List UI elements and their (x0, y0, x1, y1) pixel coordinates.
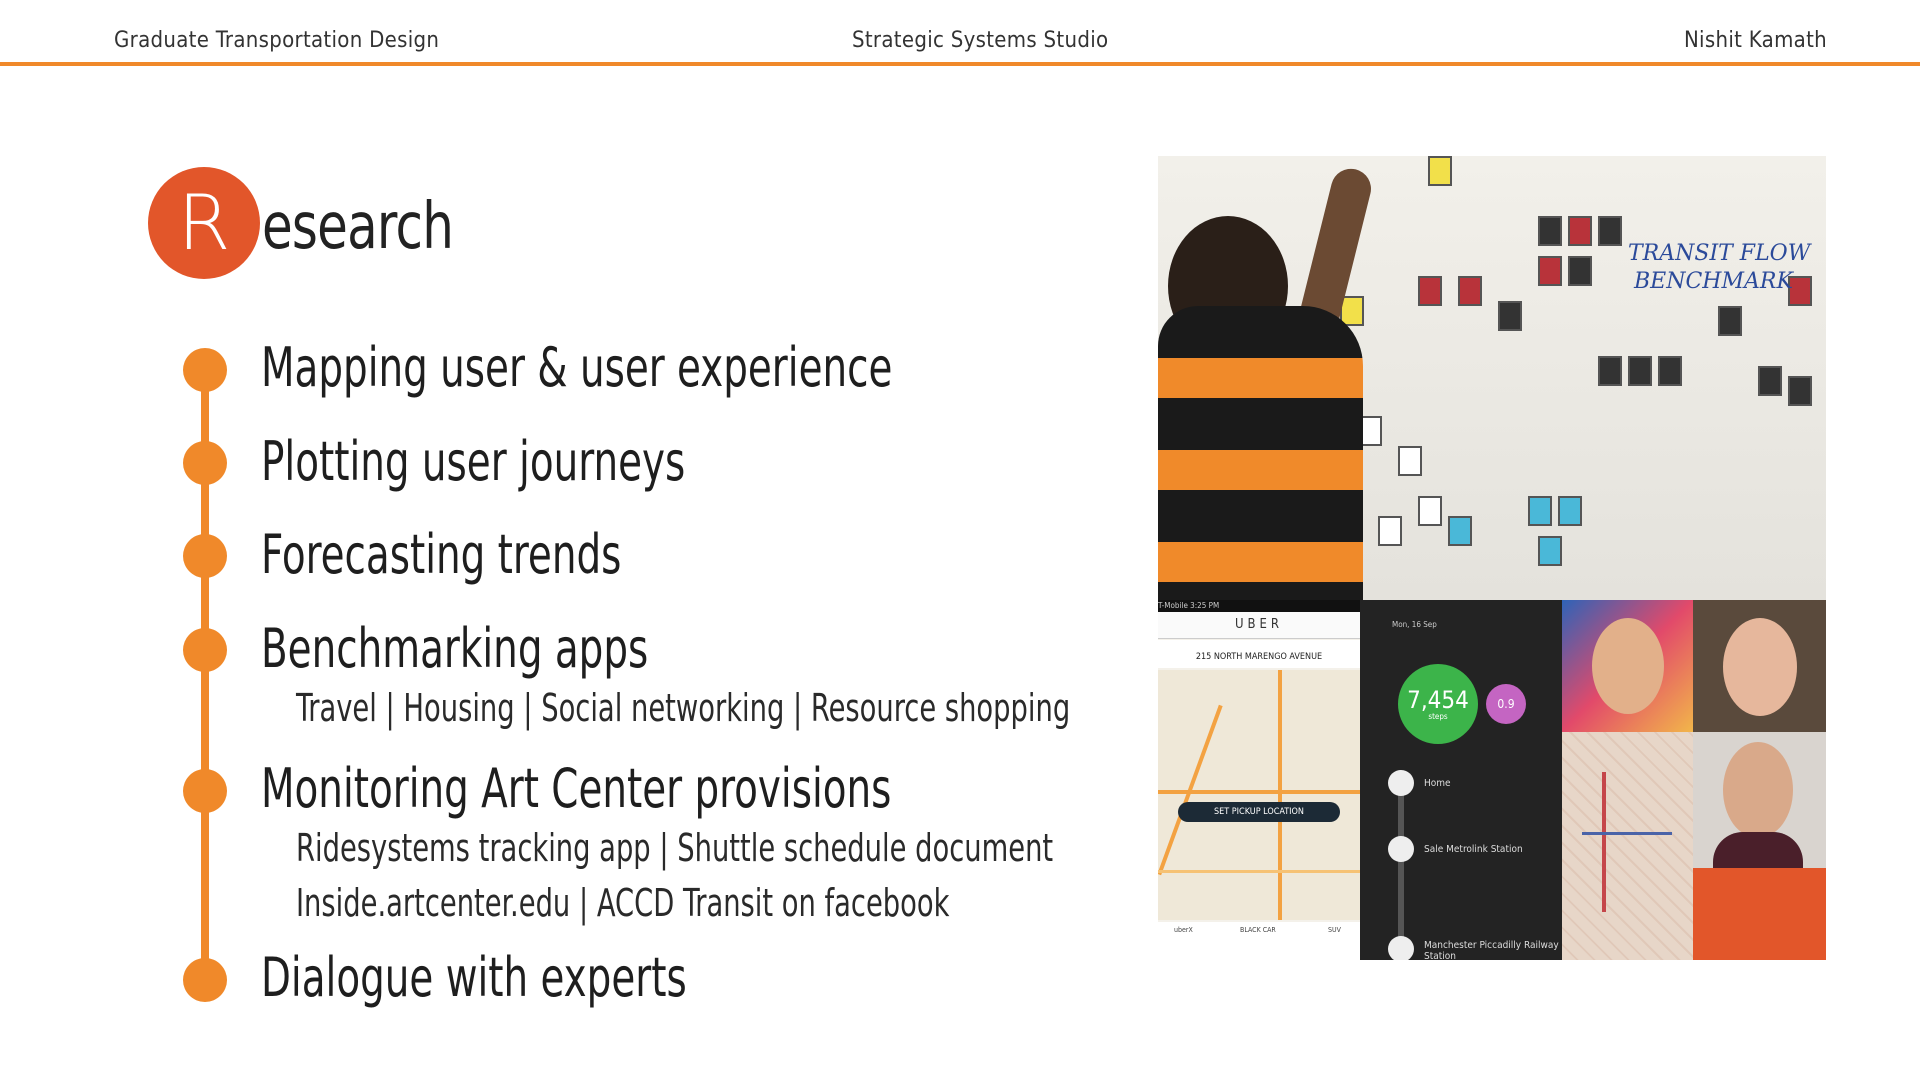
research-item-journeys: Plotting user journeys (261, 430, 686, 493)
timeline-dot (183, 769, 227, 813)
header-rule (0, 62, 1920, 66)
timeline-dot (183, 348, 227, 392)
research-item-mapping: Mapping user & user experience (261, 336, 893, 399)
header-author: Nishit Kamath (1683, 28, 1827, 53)
slide-header (0, 0, 1920, 64)
expert-photo-3 (1693, 732, 1826, 868)
header-studio: Strategic Systems Studio (852, 28, 1109, 53)
timeline-dot (183, 534, 227, 578)
timeline-dot (183, 441, 227, 485)
slide-title: esearch (262, 190, 454, 264)
research-photo-collage (1158, 156, 1826, 960)
steps-app-screenshot: Mon, 16 Sep 7,454 steps 0.9 Home Sale Metrolink Station Manchester Piccadilly Railway Station (1360, 600, 1562, 960)
map: SET PICKUP LOCATION (1158, 670, 1360, 920)
research-subitem-monitoring-1: Ridesystems tracking app | Shuttle schedule document (296, 826, 1054, 870)
accent-block (1693, 868, 1826, 960)
research-item-monitoring: Monitoring Art Center provisions (261, 757, 892, 820)
timeline-dot (183, 628, 227, 672)
research-item-trends: Forecasting trends (261, 523, 622, 586)
wall-note: TRANSIT FLOW BENCHMARK (1628, 241, 1811, 294)
research-subitem-benchmarking: Travel | Housing | Social networking | Resource shopping (296, 686, 1071, 730)
research-subitem-monitoring-2: Inside.artcenter.edu | ACCD Transit on facebook (296, 881, 950, 925)
expert-photo-1 (1562, 600, 1693, 732)
timeline-dot (183, 958, 227, 1002)
title-initial-circle: R (148, 167, 260, 279)
research-item-dialogue: Dialogue with experts (261, 946, 687, 1009)
journey-mapping-photo (1158, 156, 1826, 600)
header-course: Graduate Transportation Design (114, 28, 440, 53)
uber-app-screenshot: T-Mobile 3:25 PM UBER 215 NORTH MARENGO AVENUE SET PICKUP LOCATION uberX BLACK CAR SUV (1158, 600, 1360, 960)
research-item-benchmarking: Benchmarking apps (261, 617, 649, 680)
transit-map-sketch (1562, 732, 1693, 960)
expert-photo-2 (1693, 600, 1826, 732)
